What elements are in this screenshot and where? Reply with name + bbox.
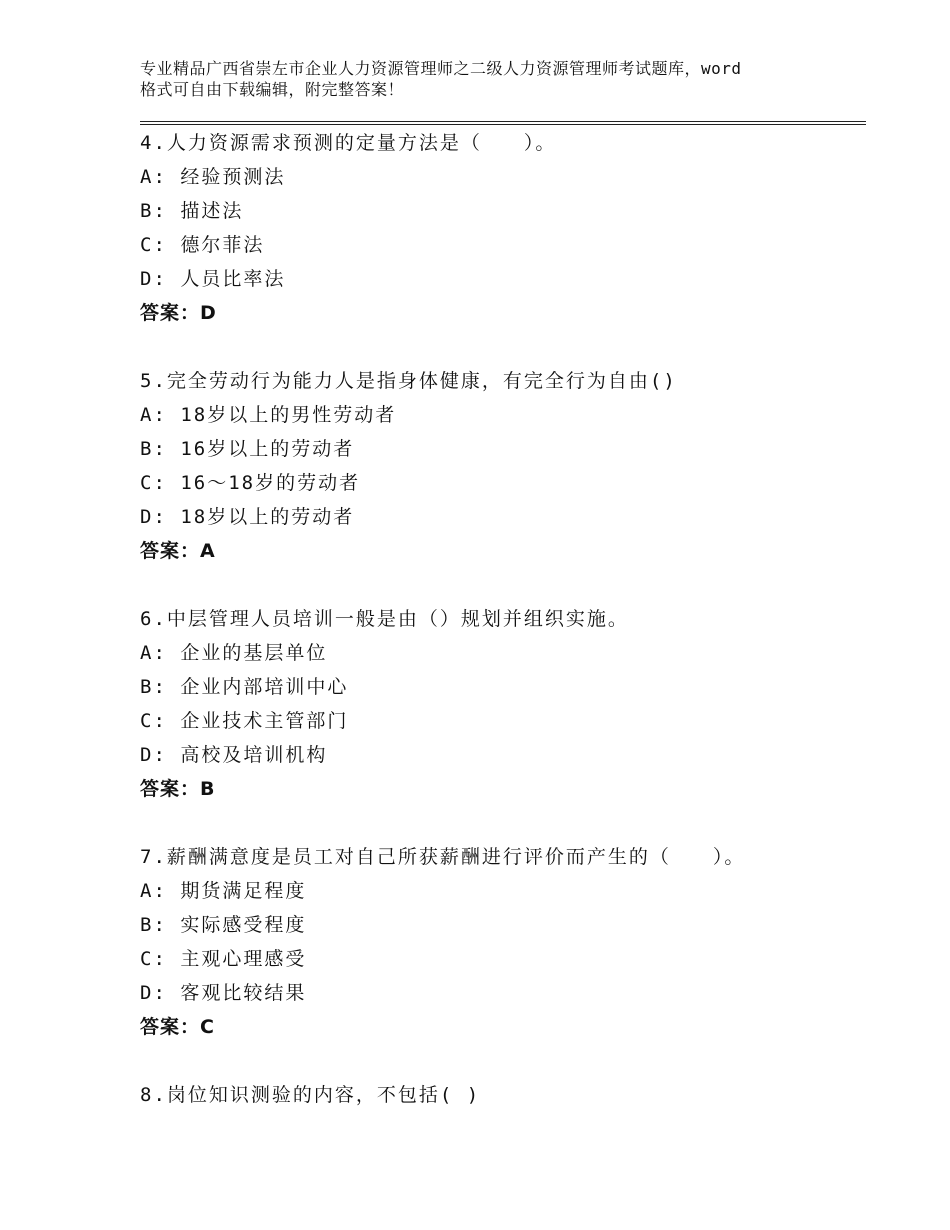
option-b [140,194,860,228]
option-text: 16～18岁的劳动者 [180,472,361,494]
option-text: 企业内部培训中心 [180,676,349,698]
option-text: 德尔菲法 [180,234,265,256]
option-text: 实际感受程度 [180,914,307,936]
option-key: D: [140,744,167,766]
header-line-2: 格式可自由下载编辑，附完整答案！ [140,80,405,99]
option-text: 18岁以上的劳动者 [180,506,355,528]
answer-line: 答案：D [140,302,217,324]
option-key: A: [140,166,167,188]
question-list [140,126,860,1146]
option-a [140,398,860,432]
option-b [140,670,860,704]
header-divider-bottom [140,124,866,125]
option-text: 企业的基层单位 [180,642,328,664]
option-b [140,432,860,466]
option-b [140,908,860,942]
option-d [140,738,860,772]
option-key: D: [140,506,167,528]
option-text: 高校及培训机构 [180,744,328,766]
option-key: B: [140,914,167,936]
question-7 [140,840,860,1044]
option-text: 经验预测法 [180,166,286,188]
question-stem: 6.中层管理人员培训一般是由（）规划并组织实施。 [140,608,629,630]
option-key: C: [140,472,167,494]
question-stem: 7.薪酬满意度是员工对自己所获薪酬进行评价而产生的（ ）。 [140,846,746,868]
option-key: B: [140,438,167,460]
option-a [140,874,860,908]
option-c [140,228,860,262]
option-text: 客观比较结果 [180,982,307,1004]
document-header [140,58,840,100]
option-key: A: [140,880,167,902]
question-stem: 8.岗位知识测验的内容，不包括( ) [140,1084,481,1106]
option-text: 描述法 [180,200,244,222]
header-line-1: 专业精品广西省崇左市企业人力资源管理师之二级人力资源管理师考试题库，word [140,59,742,78]
option-text: 18岁以上的男性劳动者 [180,404,397,426]
option-key: B: [140,200,167,222]
option-a [140,160,860,194]
question-8 [140,1078,860,1112]
answer-line: 答案：B [140,778,216,800]
header-divider-top [140,121,866,122]
option-text: 人员比率法 [180,268,286,290]
option-c [140,466,860,500]
answer-line: 答案：A [140,540,216,562]
option-d [140,976,860,1010]
option-key: C: [140,948,167,970]
option-a [140,636,860,670]
question-stem: 4.人力资源需求预测的定量方法是（ ）。 [140,132,557,154]
option-c [140,942,860,976]
question-stem: 5.完全劳动行为能力人是指身体健康，有完全行为自由() [140,370,677,392]
option-d [140,262,860,296]
answer-line: 答案：C [140,1016,215,1038]
option-text: 主观心理感受 [180,948,307,970]
option-key: D: [140,982,167,1004]
option-c [140,704,860,738]
option-text: 16岁以上的劳动者 [180,438,355,460]
question-4 [140,126,860,330]
option-key: D: [140,268,167,290]
option-text: 期货满足程度 [180,880,307,902]
option-d [140,500,860,534]
option-key: A: [140,404,167,426]
question-5 [140,364,860,568]
option-key: C: [140,234,167,256]
question-6 [140,602,860,806]
option-key: B: [140,676,167,698]
option-text: 企业技术主管部门 [180,710,349,732]
option-key: C: [140,710,167,732]
option-key: A: [140,642,167,664]
